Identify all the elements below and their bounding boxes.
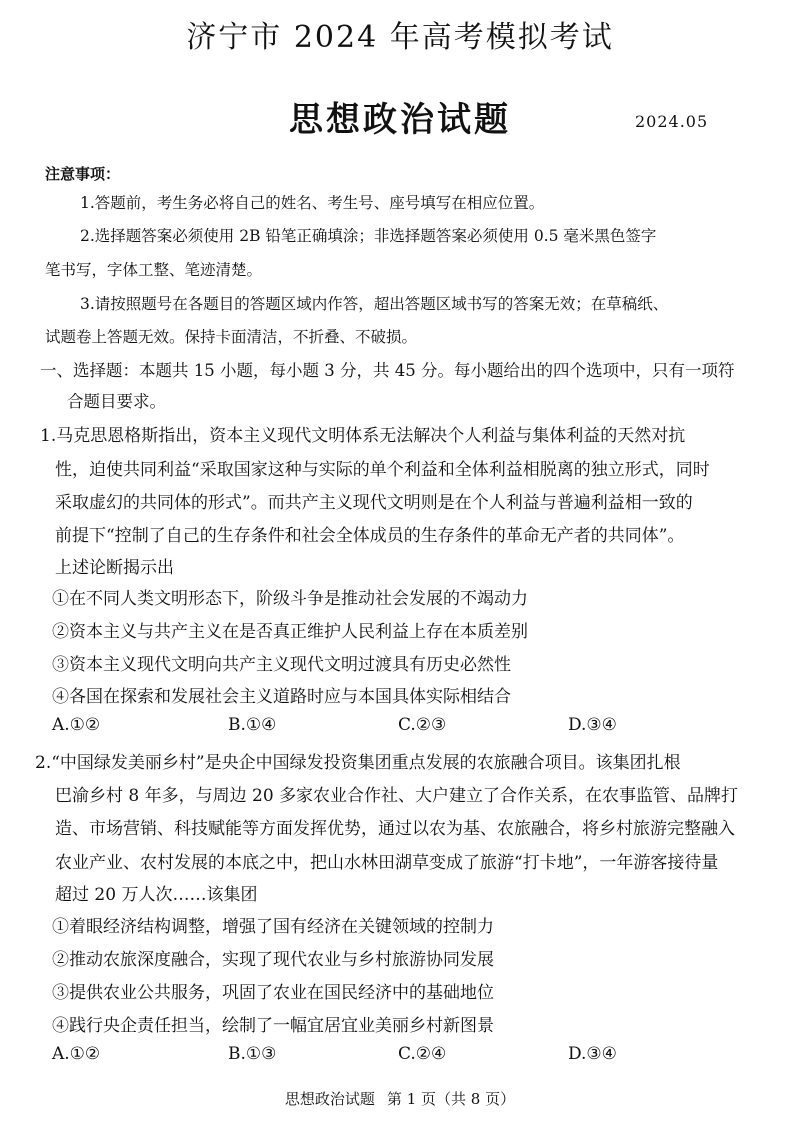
question-1-choice-a: A.①② (52, 715, 101, 735)
footer-subject: 思想政治试题 (284, 1090, 375, 1108)
question-2-statement: ④践行央企责任担当，绘制了一幅宜居宜业美丽乡村新图景 (52, 1016, 494, 1036)
question-1-stem: 性，迫使共同利益“采取国家这种与实际的单个利益和全体利益相脱离的独立形式，同时 (55, 460, 710, 480)
section-instruction: 一、选择题：本题共 15 小题，每小题 3 分，共 45 分。每小题给出的四个选项中，只有一项符 (40, 361, 735, 380)
footer-page-number: 第 1 页（共 8 页） (386, 1090, 516, 1108)
question-2-choice-d: D.③④ (568, 1044, 617, 1064)
question-2-stem: 超过 20 万人次……该集团 (55, 885, 258, 905)
question-1-choice-d: D.③④ (568, 715, 617, 735)
question-1-stem: 前提下“控制了自己的生存条件和社会全体成员的生存条件的革命无产者的共同体”。 (55, 526, 685, 546)
question-1-statement: ①在不同人类文明形态下，阶级斗争是推动社会发展的不竭动力 (52, 589, 528, 609)
notice-heading: 注意事项： (45, 165, 121, 183)
question-2-choice-c: C.②④ (398, 1044, 447, 1064)
exam-title: 济宁市 2024 年高考模拟考试 (186, 20, 614, 55)
question-1-statement: ②资本主义与共产主义在是否真正维护人民利益上存在本质差别 (52, 622, 528, 642)
question-1-choice-c: C.②③ (398, 715, 447, 735)
section-instruction: 合题目要求。 (67, 392, 166, 411)
question-1-stem: 上述论断揭示出 (55, 558, 174, 578)
notice-line: 1.答题前，考生务必将自己的姓名、考生号、座号填写在相应位置。 (80, 194, 545, 212)
notice-line: 2.选择题答案必须使用 2B 铅笔正确填涂；非选择题答案必须使用 0.5 毫米黑色签字 (80, 227, 657, 245)
question-2-choice-a: A.①② (52, 1044, 101, 1064)
question-1-statement: ③资本主义现代文明向共产主义现代文明过渡具有历史必然性 (52, 655, 511, 675)
notice-line: 3.请按照题号在各题目的答题区域内作答，超出答题区域书写的答案无效；在草稿纸、 (80, 295, 669, 313)
question-2-stem: 巴渝乡村 8 年多，与周边 20 多家农业合作社、大户建立了合作关系，在农事监管、品牌打 (55, 786, 739, 806)
question-1-choice-b: B.①④ (228, 715, 277, 735)
question-2-choice-b: B.①③ (228, 1044, 277, 1064)
subject-title: 思想政治试题 (289, 100, 511, 140)
question-1-stem: 1.马克思恩格斯指出，资本主义现代文明体系无法解决个人利益与集体利益的天然对抗 (40, 426, 686, 446)
exam-date: 2024.05 (635, 112, 709, 131)
question-2-statement: ①着眼经济结构调整，增强了国有经济在关键领域的控制力 (52, 917, 494, 937)
question-1-statement: ④各国在探索和发展社会主义道路时应与本国具体实际相结合 (52, 687, 511, 707)
notice-line: 笔书写，字体工整、笔迹清楚。 (45, 261, 263, 279)
question-2-statement: ③提供农业公共服务，巩固了农业在国民经济中的基础地位 (52, 983, 494, 1003)
question-2-stem: 2.“中国绿发美丽乡村”是央企中国绿发投资集团重点发展的农旅融合项目。该集团扎根 (35, 753, 681, 773)
question-2-stem: 造、市场营销、科技赋能等方面发挥优势，通过以农为基、农旅融合，将乡村旅游完整融入 (55, 819, 735, 839)
question-2-stem: 农业产业、农村发展的本底之中，把山水林田湖草变成了旅游“打卡地”，一年游客接待量 (55, 853, 719, 873)
page-footer (0, 1088, 800, 1109)
question-2-statement: ②推动农旅深度融合，实现了现代农业与乡村旅游协同发展 (52, 950, 494, 970)
notice-line: 试题卷上答题无效。保持卡面清洁，不折叠、不破损。 (45, 328, 418, 346)
question-1-stem: 采取虚幻的共同体的形式”。而共产主义现代文明则是在个人利益与普遍利益相一致的 (55, 493, 693, 513)
